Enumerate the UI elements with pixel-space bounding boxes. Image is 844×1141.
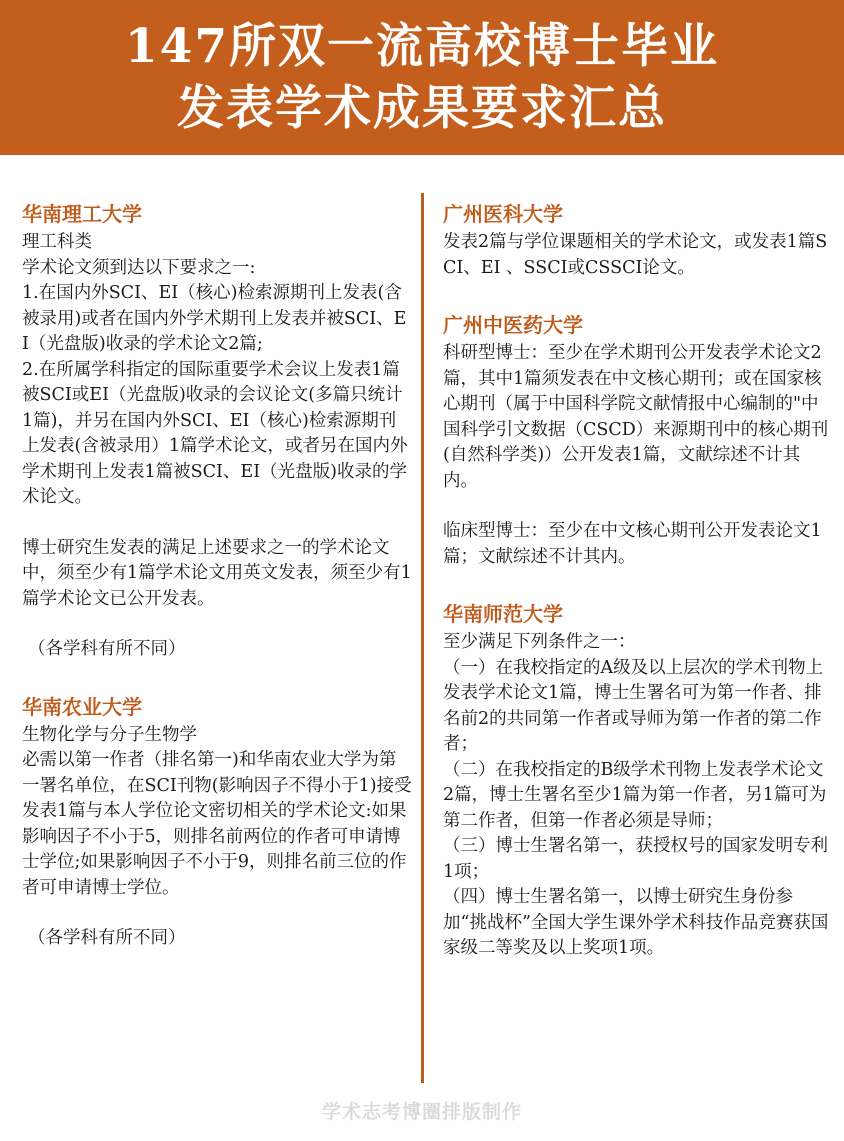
section-gmu <box>443 200 831 281</box>
condition-4: （四）博士生署名第一，以博士研究生身份参加“挑战杯”全国大学生课外学术科技作品竞赛获国家级二等奖及以上奖项1项。 <box>443 887 829 958</box>
column-divider <box>421 193 424 1083</box>
university-name-scut: 华南理工大学 <box>22 202 142 226</box>
university-name-scnu: 华南师范大学 <box>443 602 563 626</box>
university-name-gzucm: 广州中医药大学 <box>443 313 583 337</box>
research-doctor-requirement: 科研型博士：至少在学术期刊公开发表学术论文2篇，其中1篇须发表在中文核心期刊；或在国家核心期刊（属于中国科学院文献情报中心编制的"中国科学引文数据（CSCD）来源期刊中的核心期刊(自然科学类)）公开发表1篇，文献综述不计其内。 <box>443 343 829 491</box>
clinical-doctor-requirement: 临床型博士：至少在中文核心期刊公开发表论文1篇；文献综述不计其内。 <box>443 521 822 567</box>
right-column <box>443 200 831 962</box>
condition-3: （三）博士生署名第一，获授权号的国家发明专利1项； <box>443 836 828 882</box>
section-gzucm <box>443 311 831 570</box>
section-scut <box>22 200 412 663</box>
requirement-body: 发表2篇与学位课题相关的学术论文，或发表1篇SCI、EI 、SSCI或CSSCI论文。 <box>443 232 828 278</box>
requirement-intro: 学术论文须到达以下要求之一: <box>22 257 256 278</box>
condition-2: （二）在我校指定的B级学术刊物上发表学术论文2篇，博士生署名至少1篇为第一作者，另1篇可为第二作者，但第一作者必须是导师； <box>443 759 827 831</box>
page-title-line-2: 发表学术成果要求汇总 <box>177 80 667 136</box>
requirement-item-1: 1.在国内外SCI、EI（核心)检索源期刊上发表(含被录用)或者在国内外学术期刊上发表并被SCI、EI（光盘版)收录的学术论文2篇; <box>22 283 407 354</box>
university-name-gmu: 广州医科大学 <box>443 202 563 226</box>
section-scnu <box>443 600 831 962</box>
footer-credit: 学术志考博圈排版制作 <box>321 1101 522 1123</box>
left-column <box>22 200 412 952</box>
section-scau <box>22 693 412 952</box>
requirement-intro: 至少满足下列条件之一： <box>443 632 636 652</box>
condition-1: （一）在我校指定的A级及以上层次的学术刊物上发表学术论文1篇，博士生署名可为第一作者、排名前2的共同第一作者或导师为第一作者的第二作者； <box>443 657 824 754</box>
page-title-line-1: 147所双一流高校博士毕业 <box>124 18 720 74</box>
title-banner <box>0 0 844 155</box>
requirement-extra: 博士研究生发表的满足上述要求之一的学术论文中，须至少有1篇学术论文用英文发表，须至少有1篇学术论文已公开发表。 <box>22 537 412 609</box>
discipline-note: （各学科有所不同） <box>28 639 186 659</box>
discipline-note: （各学科有所不同） <box>28 928 186 948</box>
requirement-item-2: 2.在所属学科指定的国际重要学术会议上发表1篇被SCI或EI（光盘版)收录的会议论文(多篇只统计1篇)，并另在国内外SCI、EI（核心)检索源期刊上发表(含被录用）1篇学术论文，或者另在国内外学术期刊上发表1篇被SCI、EI（光盘版)收录的学术论文。 <box>22 359 408 507</box>
category-label: 理工科类 <box>22 232 92 252</box>
category-label: 生物化学与分子生物学 <box>22 724 197 745</box>
requirement-body: 必需以第一作者（排名第一)和华南农业大学为第一署名单位，在SCI刊物(影响因子不得小于1)接受发表1篇与本人学位论文密切相关的学术论文:如果影响因子不小于5，则排名前两位的作者可申请博士学位;如果影响因子不小于9，则排名前三位的作者可申请博士学位。 <box>22 750 412 898</box>
university-name-scau: 华南农业大学 <box>22 694 142 719</box>
